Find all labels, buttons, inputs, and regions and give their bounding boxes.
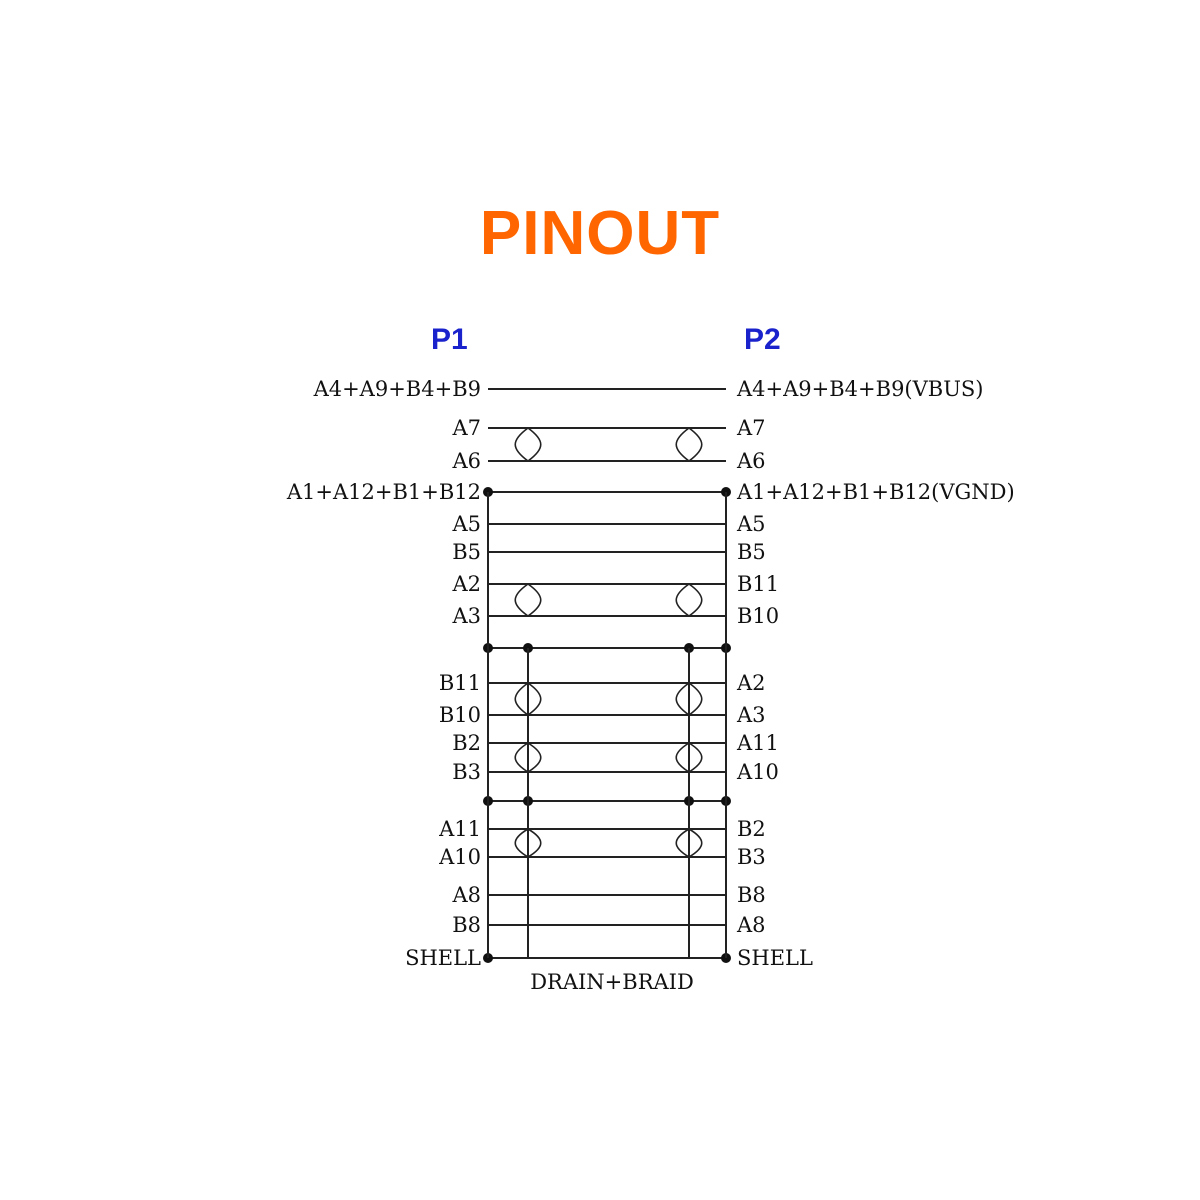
pin-label-right: B2 [737, 817, 766, 841]
pin-label-left: A5 [452, 512, 481, 536]
page-title: PINOUT [479, 199, 721, 268]
twist-arc [528, 584, 541, 616]
twist-arc [676, 829, 689, 857]
pin-label-right: B5 [737, 540, 766, 564]
twist-arc [528, 683, 541, 715]
wire-group [483, 389, 731, 963]
pin-label-left: B10 [438, 703, 481, 727]
pin-label-right: A5 [737, 512, 766, 536]
twist-arc [515, 584, 528, 616]
twist-arc [689, 584, 702, 616]
pin-label-right: A3 [737, 703, 766, 727]
pin-label-left: B3 [452, 760, 481, 784]
pin-label-left: SHELL [405, 946, 481, 970]
pin-label-right: B11 [737, 572, 780, 596]
pin-label-right: A10 [737, 760, 779, 784]
pin-label-left: A2 [452, 572, 481, 596]
pin-label-left: A11 [439, 817, 481, 841]
pin-label-group [286, 377, 1015, 970]
twist-arc [689, 829, 702, 857]
twist-arc [676, 428, 689, 461]
twist-arc [689, 683, 702, 715]
pin-label-right: A7 [737, 416, 766, 440]
twist-arc [676, 584, 689, 616]
twist-arc [689, 428, 702, 461]
pin-label-right: B8 [737, 883, 766, 907]
pin-label-left: B5 [452, 540, 481, 564]
pin-label-right: A11 [737, 731, 779, 755]
twist-arc [528, 428, 541, 461]
twist-arc [676, 743, 689, 772]
twist-arc [515, 683, 528, 715]
twist-arc [528, 743, 541, 772]
pin-label-left: A10 [439, 845, 481, 869]
pin-label-right: A2 [737, 671, 766, 695]
pin-label-left: B2 [452, 731, 481, 755]
pin-label-right: A1+A12+B1+B12(VGND) [737, 480, 1015, 504]
connector-p2-label: P2 [744, 323, 781, 356]
pin-label-right: B3 [737, 845, 766, 869]
pin-label-right: A4+A9+B4+B9(VBUS) [737, 377, 984, 401]
twist-arc [676, 683, 689, 715]
pin-label-left: A4+A9+B4+B9 [313, 377, 481, 401]
pin-label-left: B11 [438, 671, 481, 695]
pin-label-left: A8 [452, 883, 481, 907]
pin-label-left: A7 [452, 416, 481, 440]
connector-p1-label: P1 [431, 323, 468, 356]
twist-arc [515, 743, 528, 772]
pin-label-left: A6 [452, 449, 481, 473]
twist-arc [689, 743, 702, 772]
twist-arc [528, 829, 541, 857]
twist-arc [515, 829, 528, 857]
twist-arc [515, 428, 528, 461]
pin-label-right: B10 [737, 604, 780, 628]
pin-label-left: A1+A12+B1+B12 [286, 480, 481, 504]
pin-label-left: A3 [452, 604, 481, 628]
pin-label-right: SHELL [737, 946, 813, 970]
pin-label-right: A8 [737, 913, 766, 937]
drain-braid-note: DRAIN+BRAID [530, 970, 694, 994]
pin-label-left: B8 [452, 913, 481, 937]
pin-label-right: A6 [737, 449, 766, 473]
